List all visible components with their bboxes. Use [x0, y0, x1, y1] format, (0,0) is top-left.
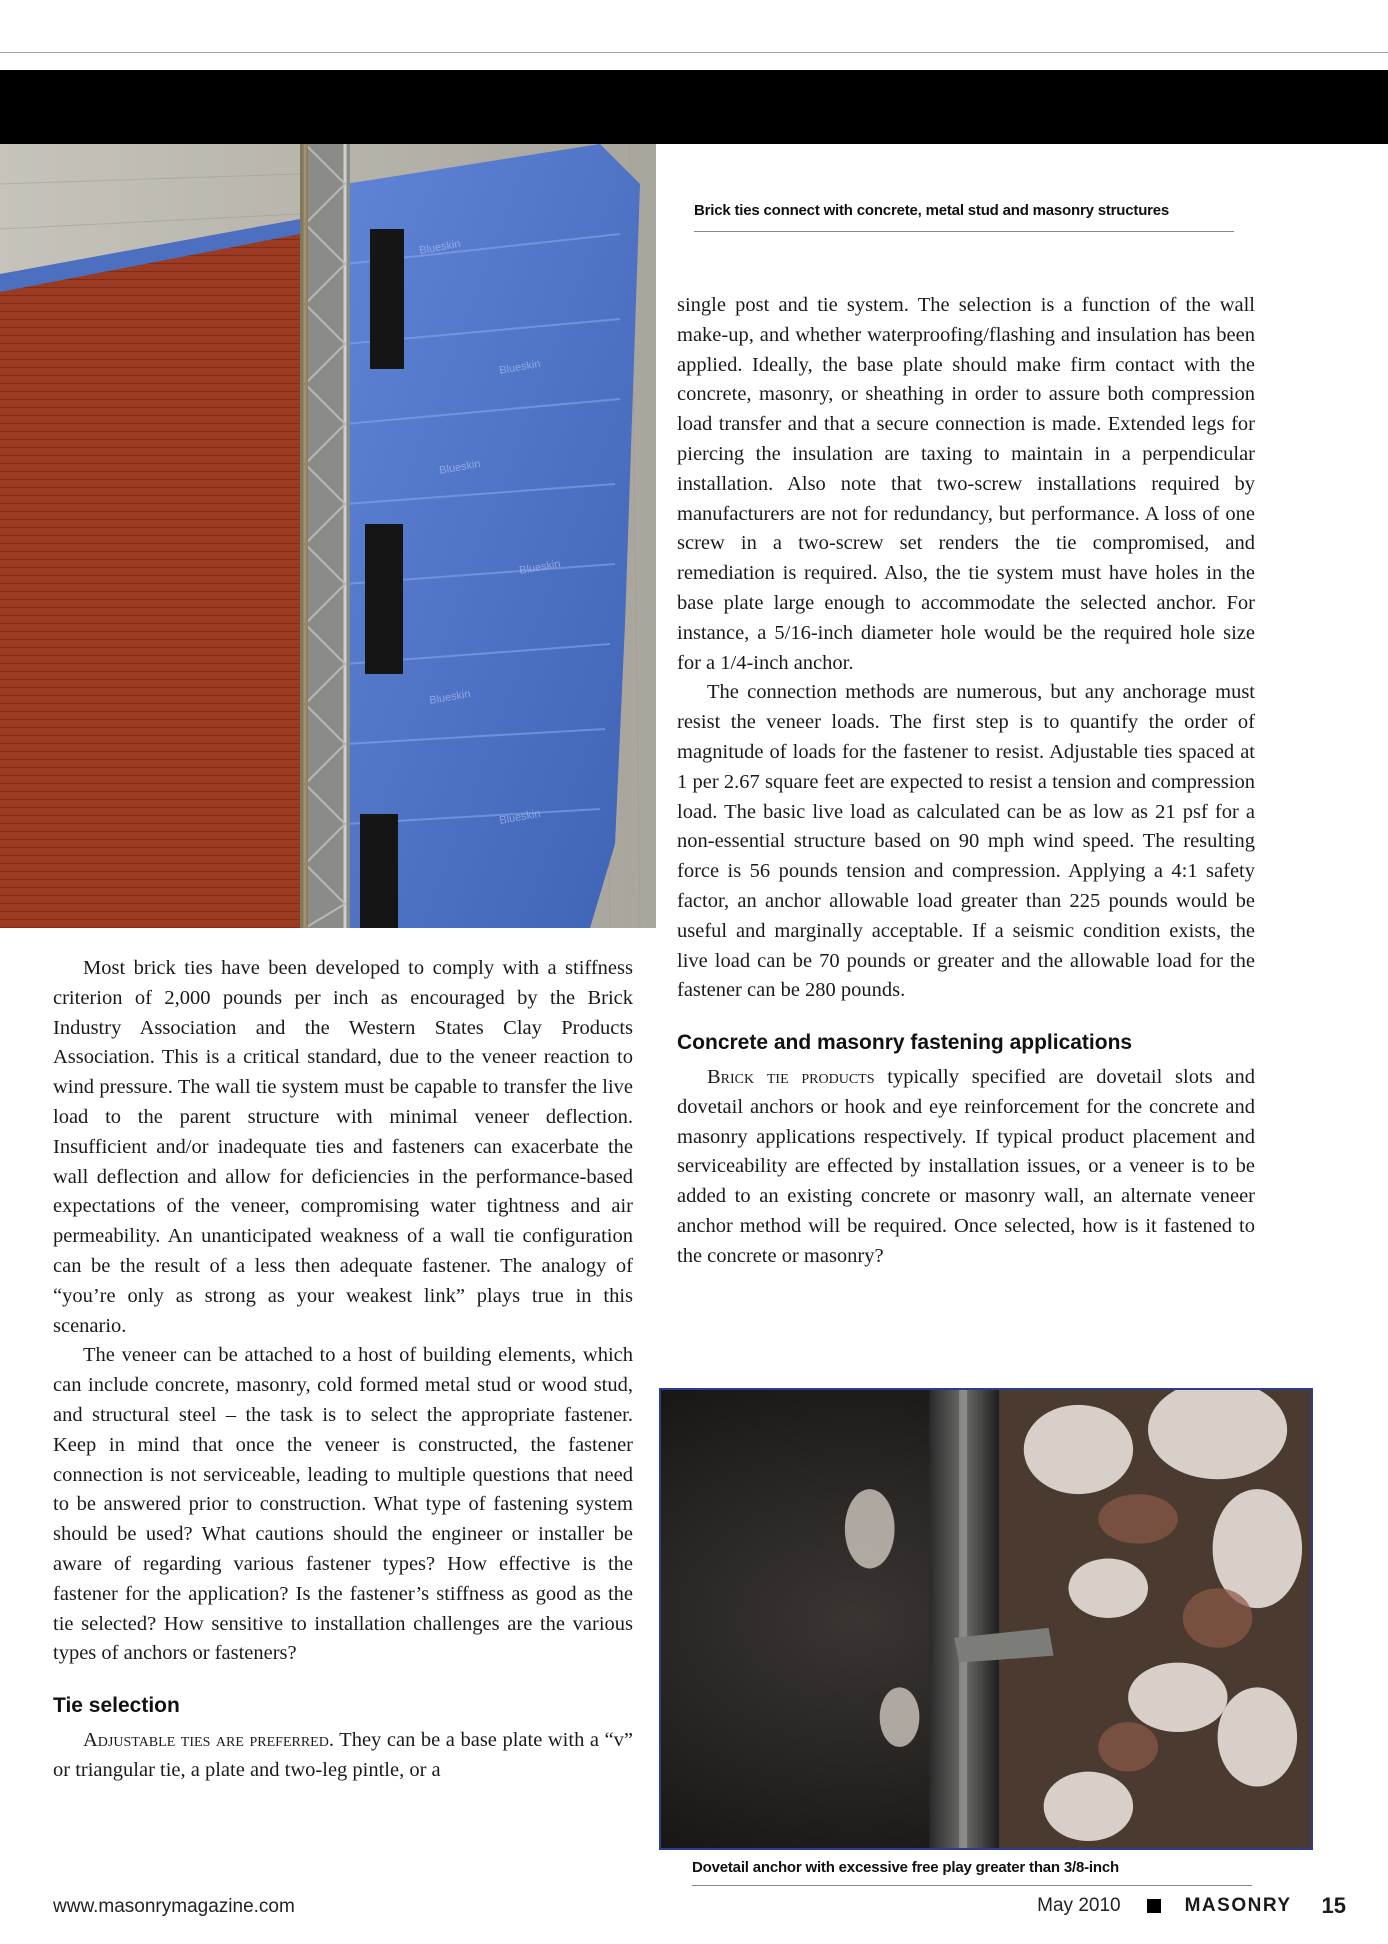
left-paragraph-3-lead: Adjustable ties are preferred. [83, 1728, 334, 1751]
page-number: 15 [1321, 1893, 1346, 1918]
svg-text:Blueskin: Blueskin [498, 357, 542, 377]
footer-magazine: MASONRY [1184, 1895, 1292, 1916]
left-paragraph-3 [53, 1726, 633, 1786]
right-paragraph-3-rest: typically specified are dovetail slots and dovetail anchors or hook and eye reinforcement for the concrete and masonry applications respectively. If typical product placement and serviceability are effected by installation issues, or a veneer is to be added to an existing concrete or masonry wall, an alternate veneer anchor method will be required. Once selected, how is it fastened to the concrete or masonry? [677, 1065, 1255, 1267]
heading-tie-selection: Tie selection [53, 1694, 180, 1718]
header-band [0, 70, 1388, 144]
photo-brick-wall-image [0, 144, 656, 928]
footer-url: www.masonrymagazine.com [53, 1896, 295, 1917]
caption-top-rule [694, 231, 1234, 232]
photo-dovetail-anchor [659, 1388, 1313, 1850]
svg-text:Blueskin: Blueskin [518, 557, 562, 577]
svg-text:Blueskin: Blueskin [428, 687, 472, 707]
heading-concrete-masonry: Concrete and masonry fastening applications [677, 1031, 1133, 1055]
right-paragraph-1: single post and tie system. The selection is a function of the wall make-up, and whether waterproofing/flashing and insulation has been applied. Ideally, the base plate should make firm contact with the concrete, masonry, or sheathing in order to assure both compression load transfer and that a secure connection is made. Extended legs for piercing the insulation are taxing to maintain in a perpendicular installation. Also note that two-screw installations required by manufacturers are not for redundancy, but performance. A loss of one screw in a two-screw set renders the tie compromised, and remediation is required. Also, the tie system must have holes in the base plate large enough to accommodate the selected anchor. For instance, a 5/16-inch diameter hole would be the required hole size for a 1/4-inch anchor. [677, 294, 1255, 674]
footer-date: May 2010 [1037, 1895, 1121, 1916]
photo-brick-wall [0, 144, 656, 928]
right-paragraph-2: The connection methods are numerous, but any anchorage must resist the veneer loads. The first step is to quantify the order of magnitude of loads for the fastener to resist. Adjustable ties spaced at 1 per 2.67 square feet are expected to resist a tension and compression load. The basic live load as calculated can be as low as 21 psf for a non-essential structure based on 90 mph wind speed. The resulting force is 56 pounds tension and compression. Applying a 4:1 safety factor, an anchor allowable load greater than 225 pounds would be useful and marginally acceptable. If a seismic condition exists, the live load can be 70 pounds or greater and the allowable load for the fastener can be 280 pounds. [677, 681, 1255, 1002]
caption-bottom: Dovetail anchor with excessive free play greater than 3/8-inch [692, 1859, 1119, 1876]
svg-text:Blueskin: Blueskin [498, 807, 542, 827]
left-paragraph-1: Most brick ties have been developed to comply with a stiffness criterion of 2,000 pounds per inch as encouraged by the Brick Industry Association and the Western States Clay Products Association. This is a critical standard, due to the veneer reaction to wind pressure. The wall tie system must be capable to transfer the live load to the parent structure with minimal veneer deflection. Insufficient and/or inadequate ties and fasteners can exacerbate the wall deflection and allow for deficiencies in the performance-based expectations of the veneer, compromising water tightness and air permeability. An unanticipated weakness of a wall tie configuration can be the result of a less then adequate fastener. The analogy of “you’re only as strong as your weakest link” plays true in this scenario. [53, 957, 633, 1337]
footer-square-icon [1147, 1899, 1161, 1913]
caption-top: Brick ties connect with concrete, metal stud and masonry structures [694, 202, 1170, 219]
svg-text:Blueskin: Blueskin [418, 237, 462, 257]
caption-bottom-rule [692, 1885, 1252, 1886]
left-paragraph-3-rest: They can be a base plate with a “v” or triangular tie, a plate and two-leg pintle, or a [53, 1728, 633, 1781]
photo-dovetail-anchor-image [661, 1390, 1311, 1848]
left-column [53, 954, 633, 1786]
left-paragraph-2: The veneer can be attached to a host of building elements, which can include concrete, masonry, cold formed metal stud or wood stud, and structural steel – the task is to select the appropriate fastener. Keep in mind that once the veneer is constructed, the fastener connection is not serviceable, leading to multiple questions that need to be answered prior to construction. What type of fastening system should be used? What cautions should the engineer or installer be aware of regarding various fastener types? How effective is the fastener for the application? Is the fastener’s stiffness as good as the tie selected? How sensitive to installation challenges are the various types of anchors or fasteners? [53, 1344, 633, 1665]
svg-text:Blueskin: Blueskin [438, 457, 482, 477]
footer-right [1037, 1893, 1346, 1919]
top-rule [0, 52, 1388, 53]
right-column [677, 291, 1255, 1272]
right-paragraph-3 [677, 1063, 1255, 1272]
right-paragraph-3-lead: Brick tie products [707, 1065, 875, 1088]
